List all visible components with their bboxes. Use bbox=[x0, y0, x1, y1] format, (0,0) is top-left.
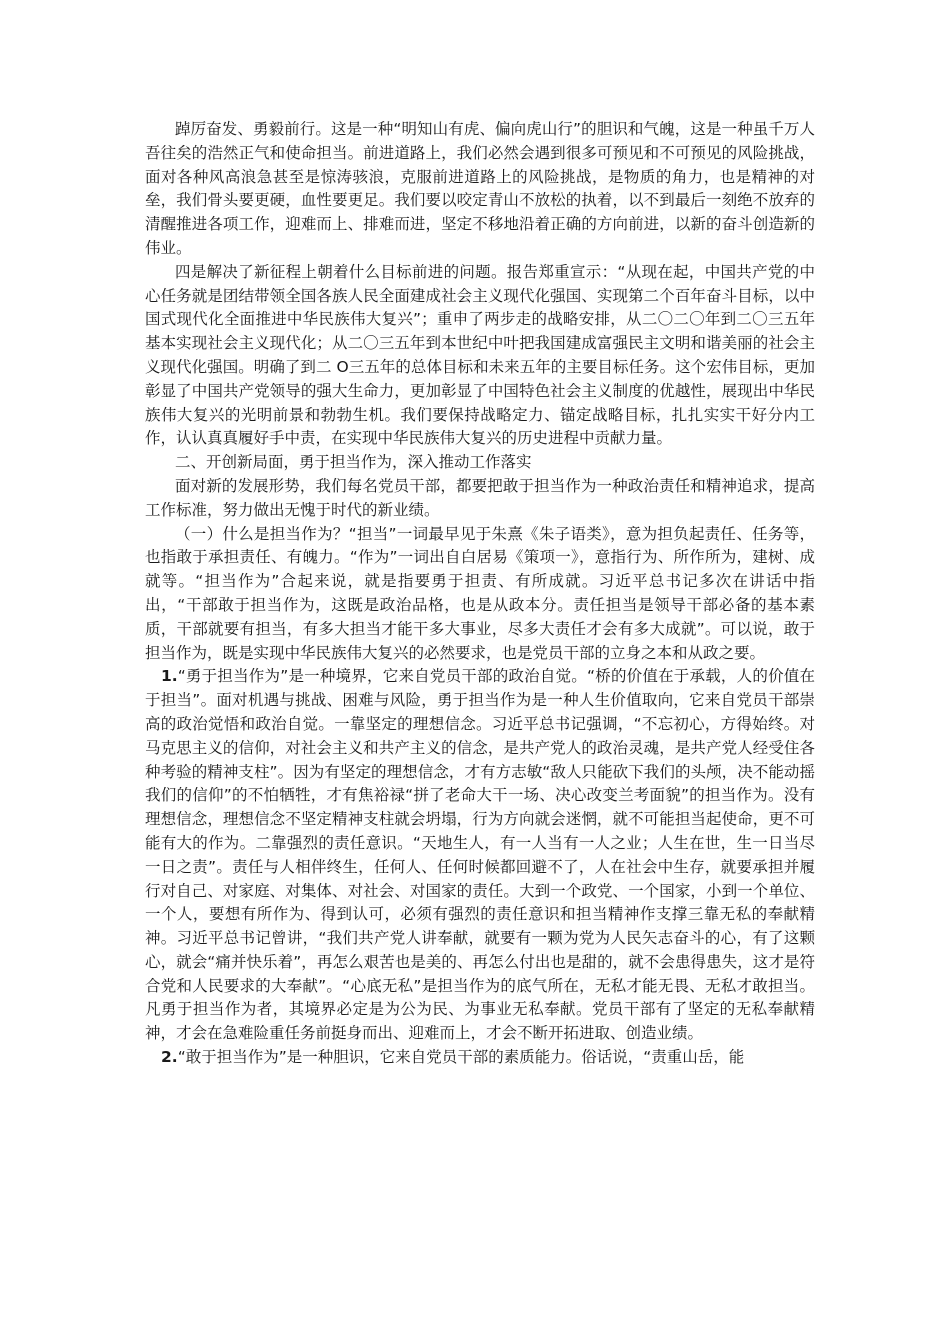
document-page bbox=[145, 118, 815, 1070]
paragraph-intro: 面对新的发展形势，我们每名党员干部，都要把敢于担当作为一种政治责任和精神追求，提高工作标准，努力做出无愧于时代的新业绩。 bbox=[145, 476, 815, 519]
section-heading-two: 二、开创新局面，勇于担当作为，深入推动工作落实 bbox=[175, 453, 532, 472]
point-number: 1. bbox=[161, 667, 178, 686]
paragraph-point-1 bbox=[145, 665, 815, 1046]
point-number: 2. bbox=[161, 1048, 178, 1067]
paragraph-subsection-one: （一）什么是担当作为？“担当”一词最早见于朱熹《朱子语类》，意为担负起责任、任务等，也指敢于承担责任、有魄力。“作为”一词出自白居易《策项一》，意指行为、所作所为，建树、成就等。“担当作为”合起来说，就是指要勇于担责、有所成就。习近平总书记多次在讲话中指出，“干部敢于担当作为，这既是政治品格，也是从政本分。责任担当是领导干部必备的基本素质，干部就要有担当，有多大担当才能干多大事业，尽多大责任才会有多大成就”。可以说，敢于担当作为，既是实现中华民族伟大复兴的必然要求，也是党员干部的立身之本和从政之要。 bbox=[145, 524, 815, 662]
paragraph-point-2 bbox=[145, 1046, 815, 1070]
paragraph-goal: 四是解决了新征程上朝着什么目标前进的问题。报告郑重宣示：“从现在起，中国共产党的中心任务就是团结带领全国各族人民全面建成社会主义现代化强国、实现第二个百年奋斗目标，以中国式现代化全面推进中华民族伟大复兴”；重申了两步走的战略安排，从二〇二〇年到二〇三五年基本实现社会主义现代化；从二〇三五年到本世纪中叶把我国建成富强民主文明和谐美丽的社会主义现代化强国。明确了到二 O三五年的总体目标和未来五年的主要目标任务。这个宏伟目标，更加彰显了中国共产党领导的强大生命力，更加彰显了中国特色社会主义制度的优越性，展现出中华民族伟大复兴的光明前景和勃勃生机。我们要保持战略定力、锚定战略目标，扎扎实实干好分内工作，认认真真履好手中责，在实现中华民族伟大复兴的历史进程中贡献力量。 bbox=[145, 262, 815, 448]
paragraph-continuation: 踔厉奋发、勇毅前行。这是一种“明知山有虎、偏向虎山行”的胆识和气魄，这是一种虽千万人吾往矣的浩然正气和使命担当。前进道路上，我们必然会遇到很多可预见和不可预见的风险挑战，面对各种风高浪急甚至是惊涛骇浪，克服前进道路上的风险挑战，是物质的角力，也是精神的对垒，我们骨头要更硬，血性要更足。我们要以咬定青山不放松的执着，以不到最后一刻绝不放弃的清醒推进各项工作，迎难而上、排难而进，坚定不移地沿着正确的方向前进，以新的奋斗创造新的伟业。 bbox=[145, 120, 815, 257]
point-text: “敢于担当作为”是一种胆识，它来自党员干部的素质能力。俗话说，“责重山岳，能 bbox=[177, 1048, 745, 1067]
point-text: “勇于担当作为”是一种境界，它来自党员干部的政治自觉。“桥的价值在于承载，人的价值在于担当”。面对机遇与挑战、困难与风险，勇于担当作为是一种人生价值取向，它来自党员干部崇高的政治觉悟和政治自觉。一靠坚定的理想信念。习近平总书记强调，“不忘初心，方得始终。对马克思主义的信仰，对社会主义和共产主义的信念，是共产党人的政治灵魂，是共产党人经受住各种考验的精神支柱”。因为有坚定的理想信念，才有方志敏“敌人只能砍下我们的头颅，决不能动摇我们的信仰”的不怕牺牲，才有焦裕禄“拼了老命大干一场、决心改变兰考面貌”的担当作为。没有理想信念，理想信念不坚定精神支柱就会坍塌，行为方向就会迷惘，就不可能担当起使命，更不可能有大的作为。二靠强烈的责任意识。“天地生人，有一人当有一人之业；人生在世，生一日当尽一日之责”。责任与人相伴终生，任何人、任何时候都回避不了，人在社会中生存，就要承担并履行对自己、对家庭、对集体、对社会、对国家的责任。大到一个政党、一个国家，小到一个单位、一个人，要想有所作为、得到认可，必须有强烈的责任意识和担当精神作支撑三靠无私的奉献精神。习近平总书记曾讲，“我们共产党人讲奉献，就要有一颗为党为人民矢志奋斗的心，有了这颗心，就会“痛并快乐着”，再怎么艰苦也是美的、再怎么付出也是甜的，就不会患得患失，这才是符合党和人民要求的大奉献”。“心底无私”是担当作为的底气所在，无私才能无畏、无私才敢担当。凡勇于担当作为者，其境界必定是为公为民、为事业无私奉献。党员干部有了坚定的无私奉献精神，才会在急难险重任务前挺身而出、迎难而上，才会不断开拓进取、创造业绩。 bbox=[145, 667, 815, 1043]
